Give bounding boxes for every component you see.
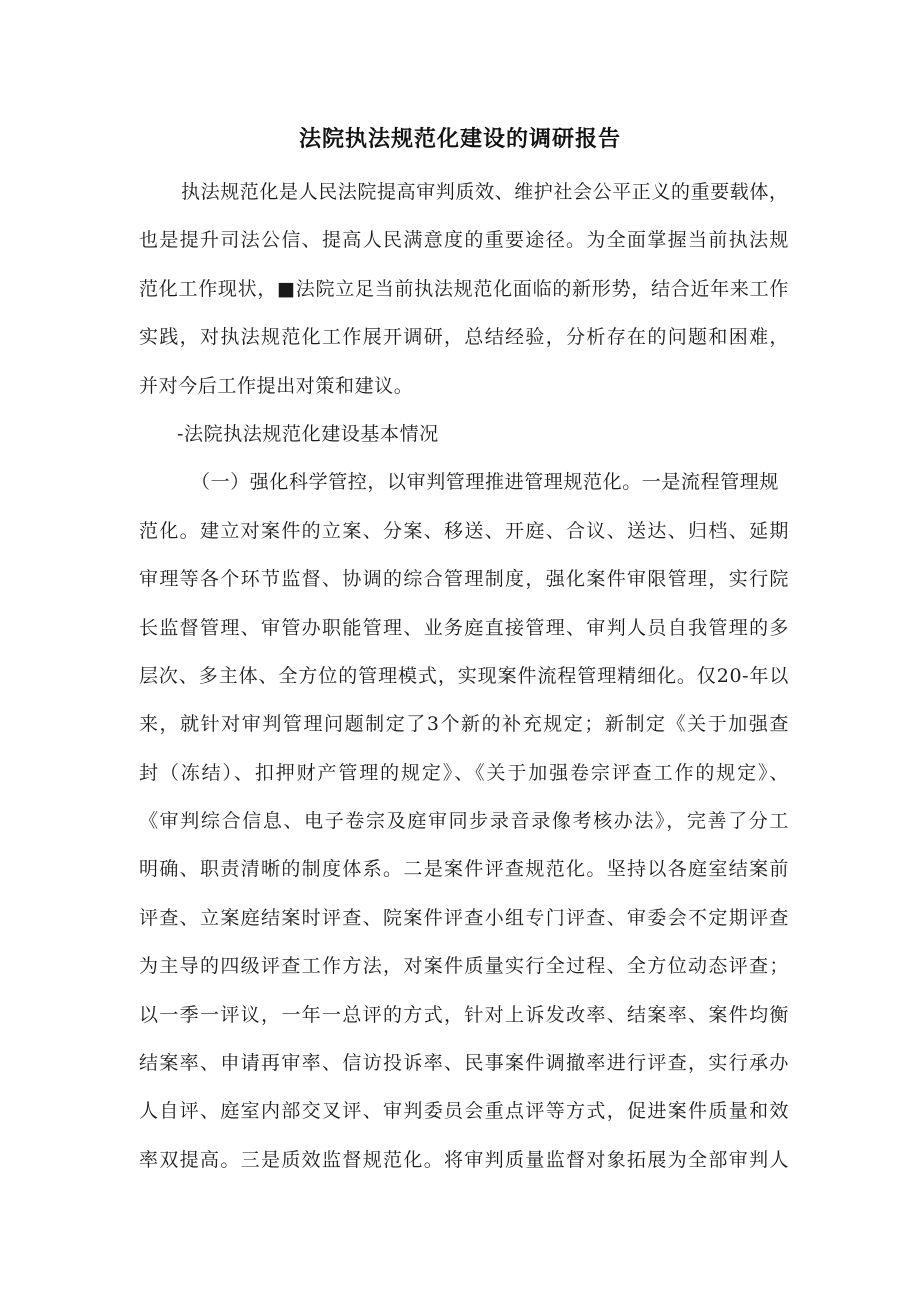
paragraph-line: 来，就针对审判管理问题制定了3个新的补充规定；新制定《关于加强查 <box>139 713 789 736</box>
paragraph-line: 范化。建立对案件的立案、分案、移送、开庭、合议、送达、归档、延期 <box>139 519 789 542</box>
paragraph-line: 实践，对执法规范化工作展开调研，总结经验，分析存在的问题和困难， <box>139 326 789 349</box>
paragraph-line: 率双提高。三是质效监督规范化。将审判质量监督对象拓展为全部审判人 <box>139 1148 789 1171</box>
paragraph-line: 审理等各个环节监督、协调的综合管理制度，强化案件审限管理，实行院 <box>139 568 789 591</box>
paragraph-line: 层次、多主体、全方位的管理模式，实现案件流程管理精细化。仅20-年以 <box>139 664 789 687</box>
paragraph-line: 人自评、庭室内部交叉评、审判委员会重点评等方式，促进案件质量和效 <box>139 1100 789 1123</box>
section-heading: -法院执法规范化建设基本情况 <box>177 422 439 445</box>
paragraph-line: 以一季一评议，一年一总评的方式，针对上诉发改率、结案率、案件均衡 <box>139 1003 789 1026</box>
document-title: 法院执法规范化建设的调研报告 <box>298 127 621 152</box>
paragraph-line: 执法规范化是人民法院提高审判质效、维护社会公平正义的重要载体， <box>181 181 789 203</box>
paragraph-line: 范化工作现状，■法院立足当前执法规范化面临的新形势，结合近年来工作 <box>139 277 789 300</box>
paragraph-line: 封（冻结）、扣押财产管理的规定》、《关于加强卷宗评查工作的规定》、 <box>139 761 789 784</box>
paragraph-line: 也是提升司法公信、提高人民满意度的重要途径。为全面掌握当前执法规 <box>139 229 789 252</box>
paragraph-line: 长监督管理、审管办职能管理、业务庭直接管理、审判人员自我管理的多 <box>139 616 789 639</box>
paragraph-line: 并对今后工作提出对策和建议。 <box>139 374 414 397</box>
document-body <box>139 168 789 1184</box>
paragraph-line: 明确、职责清晰的制度体系。二是案件评查规范化。坚持以各庭室结案前 <box>139 858 789 881</box>
paragraph-line: 结案率、申请再审率、信访投诉率、民事案件调撤率进行评查，实行承办 <box>139 1052 789 1075</box>
paragraph-line: 评查、立案庭结案时评查、院案件评查小组专门评查、审委会不定期评查 <box>139 906 789 929</box>
paragraph-line: 为主导的四级评查工作方法，对案件质量实行全过程、全方位动态评查； <box>139 955 789 978</box>
paragraph-line: 《审判综合信息、电子卷宗及庭审同步录音录像考核办法》，完善了分工 <box>139 810 789 833</box>
paragraph-line: （一）强化科学管控，以审判管理推进管理规范化。一是流程管理规 <box>191 471 780 494</box>
